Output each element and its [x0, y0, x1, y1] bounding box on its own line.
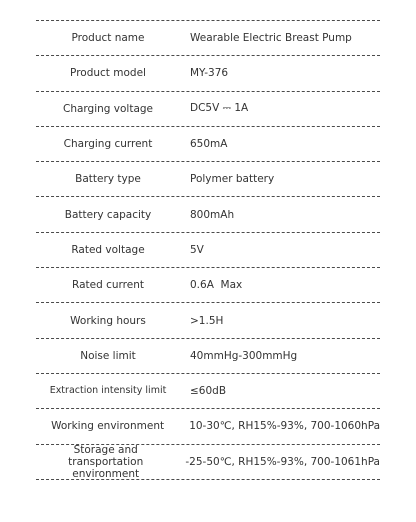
- spec-value: ≤60dB: [190, 385, 227, 398]
- spec-label: Charging voltage: [62, 102, 154, 115]
- spec-value: MY-376: [190, 67, 229, 80]
- spec-value: Polymer battery: [190, 173, 275, 186]
- spec-value: Wearable Electric Breast Pump: [190, 32, 352, 45]
- spec-label: Rated voltage: [71, 243, 145, 256]
- spec-row-rated-voltage: [36, 233, 380, 268]
- spec-label: Battery type: [75, 173, 141, 186]
- spec-value: 40mmHg-300mmHg: [190, 349, 298, 362]
- spec-row-storage-transportation-environment: [36, 445, 380, 480]
- spec-label: Battery capacity: [64, 208, 152, 221]
- spec-row-noise-limit: [36, 339, 380, 374]
- spec-label: Charging current: [63, 138, 153, 151]
- spec-row-product-name: [36, 21, 380, 56]
- spec-value: DC5V ⎓ 1A: [190, 102, 249, 115]
- spec-label: Rated current: [72, 279, 144, 292]
- spec-value: >1.5H: [190, 314, 224, 327]
- spec-row-charging-voltage: [36, 92, 380, 127]
- spec-row-battery-capacity: [36, 197, 380, 232]
- spec-row-extraction-intensity-limit: [36, 374, 380, 409]
- spec-row-battery-type: [36, 162, 380, 197]
- spec-value: 650mA: [190, 138, 228, 151]
- spec-row-product-model: [36, 56, 380, 91]
- spec-label: Noise limit: [80, 349, 136, 362]
- spec-row-rated-current: [36, 268, 380, 303]
- spec-label: Product model: [70, 67, 146, 80]
- spec-table: [36, 20, 380, 480]
- spec-label: Product name: [71, 32, 145, 45]
- spec-value: 0.6A Max: [190, 279, 243, 292]
- spec-value: 5V: [190, 243, 204, 256]
- spec-label: Extraction intensity limit: [49, 385, 167, 397]
- spec-value: 10-30℃, RH15%-93%, 700-1060hPa: [189, 420, 380, 433]
- spec-row-working-hours: [36, 303, 380, 338]
- spec-label: Working hours: [70, 314, 146, 327]
- spec-label: Working environment: [51, 420, 165, 433]
- spec-label: Storage and transportation environment: [68, 443, 144, 480]
- spec-row-charging-current: [36, 127, 380, 162]
- spec-value: 800mAh: [190, 208, 235, 221]
- spec-value: -25-50℃, RH15%-93%, 700-1061hPa: [185, 455, 380, 468]
- spec-row-working-environment: [36, 409, 380, 444]
